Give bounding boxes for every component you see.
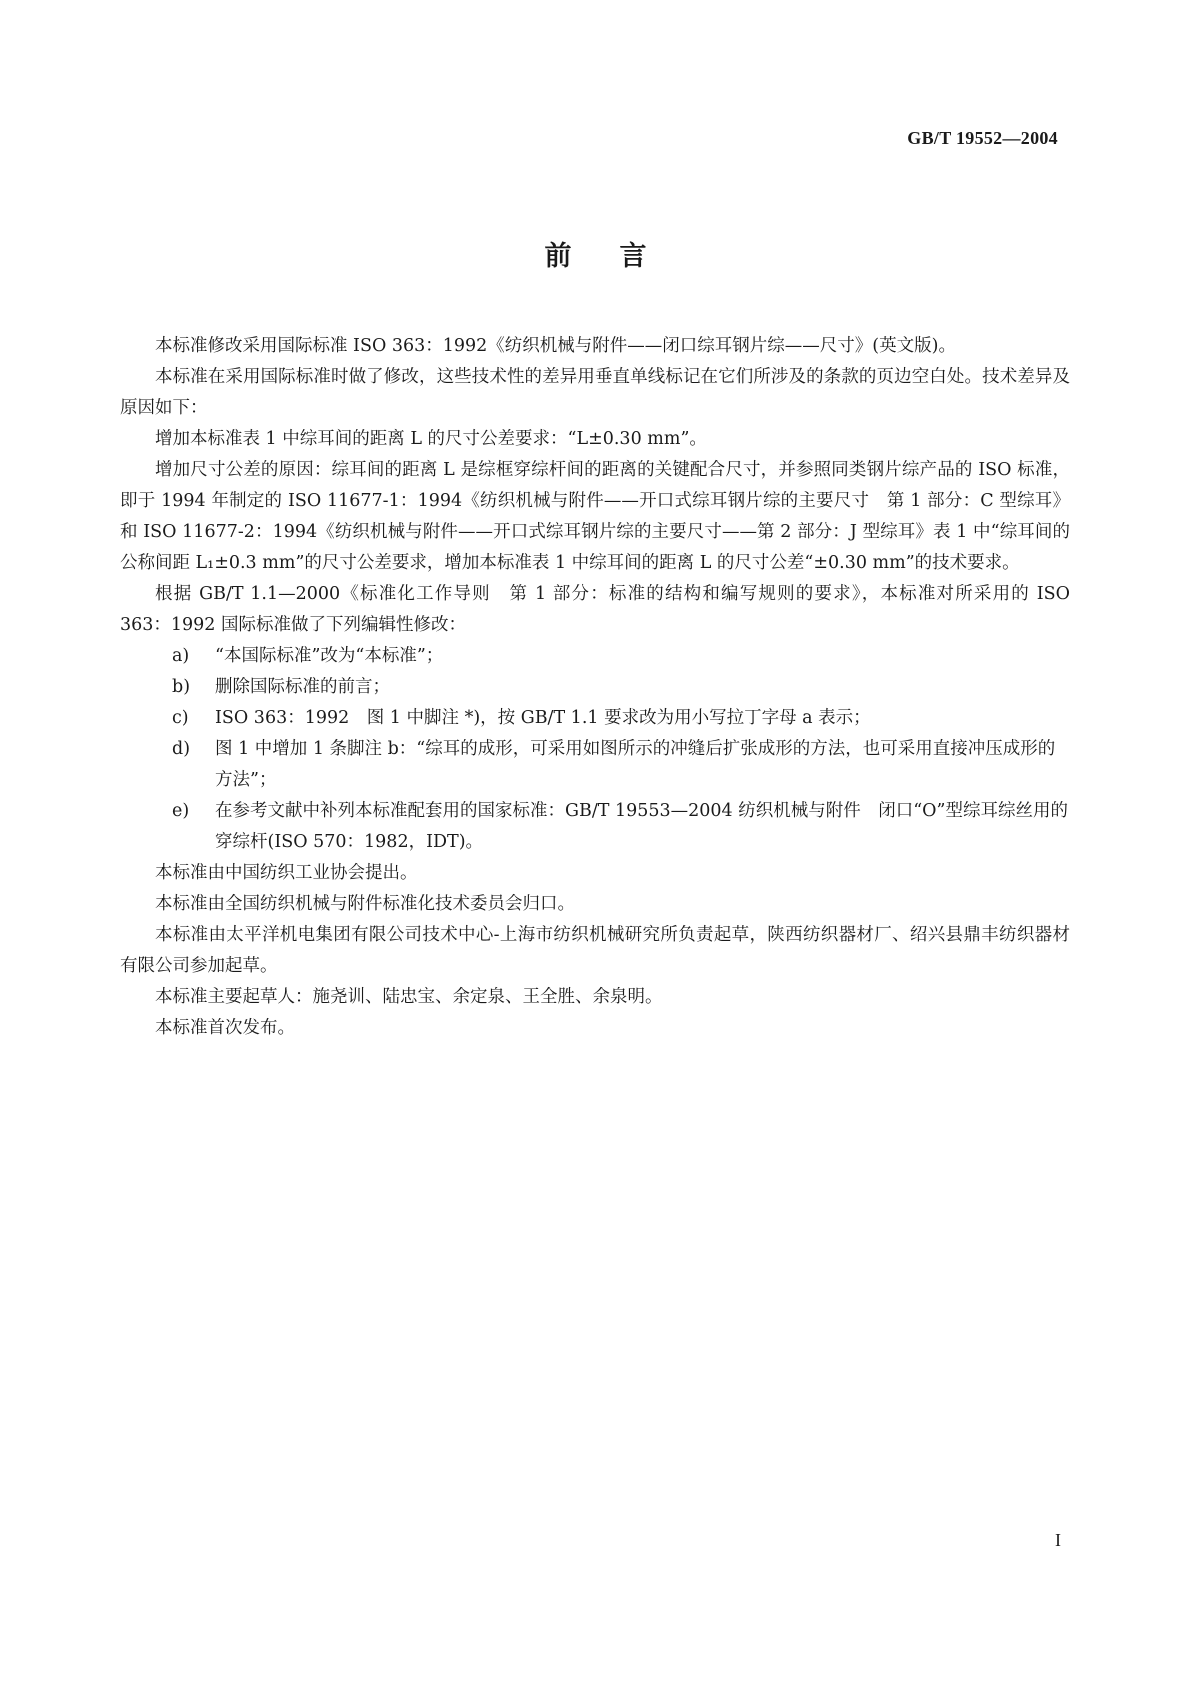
list-item-text: 在参考文献中补列本标准配套用的国家标准：GB/T 19553—2004 纺织机械与附件 闭口“O”型综耳综丝用的穿综杆(ISO 570：1982，IDT)。 <box>215 801 1068 852</box>
paragraph: 本标准由中国纺织工业协会提出。 <box>155 863 418 883</box>
list-item <box>120 734 1070 796</box>
list-item-label: d) <box>172 739 191 759</box>
list-item-text: 图 1 中增加 1 条脚注 b：“综耳的成形，可采用如图所示的冲缝后扩张成形的方法，也可采用直接冲压成形的方法”； <box>215 739 1056 790</box>
paragraph: 增加尺寸公差的原因：综耳间的距离 L 是综框穿综杆间的距离的关键配合尺寸，并参照同类钢片综产品的 ISO 标准，即于 1994 年制定的 ISO 11677-1：1994《纺织机械与附件——开口式综耳钢片综的主要尺寸 第 1 部分：C 型综耳》和 ISO 11677-2：1994《纺织机械与附件——开口式综耳钢片综的主要尺寸——第 2 部分：J 型综耳》表 1 中“综耳间的公称间距 L₁±0.3 mm”的尺寸公差要求，增加本标准表 1 中综耳间的距离 L 的尺寸公差“±0.30 mm”的技术要求。 <box>120 460 1070 573</box>
paragraph: 本标准首次发布。 <box>155 1018 295 1038</box>
paragraph: 根据 GB/T 1.1—2000《标准化工作导则 第 1 部分：标准的结构和编写规则的要求》，本标准对所采用的 ISO 363：1992 国际标准做了下列编辑性修改： <box>120 584 1070 635</box>
page-title: 前言 <box>544 241 695 272</box>
standard-number: GB/T 19552—2004 <box>907 128 1058 148</box>
paragraph: 本标准由太平洋机电集团有限公司技术中心-上海市纺织机械研究所负责起草，陕西纺织器材厂、绍兴县鼎丰纺织器材有限公司参加起草。 <box>120 925 1070 976</box>
list-item <box>120 796 1070 858</box>
paragraph: 本标准在采用国际标准时做了修改，这些技术性的差异用垂直单线标记在它们所涉及的条款的页边空白处。技术差异及原因如下： <box>120 367 1070 418</box>
list-item <box>120 641 1070 672</box>
list-item-text: ISO 363：1992 图 1 中脚注 *)，按 GB/T 1.1 要求改为用小写拉丁字母 a 表示； <box>215 708 871 728</box>
paragraph: 增加本标准表 1 中综耳间的距离 L 的尺寸公差要求：“L±0.30 mm”。 <box>155 429 707 449</box>
page-number: I <box>1055 1530 1061 1550</box>
list-item-text: “本国际标准”改为“本标准”； <box>215 646 444 666</box>
paragraph: 本标准由全国纺织机械与附件标准化技术委员会归口。 <box>155 894 575 914</box>
list-item <box>120 672 1070 703</box>
list-item-label: c) <box>172 708 189 728</box>
paragraph: 本标准修改采用国际标准 ISO 363：1992《纺织机械与附件——闭口综耳钢片综——尺寸》(英文版)。 <box>155 336 956 356</box>
foreword-body <box>120 331 1070 1044</box>
list-item <box>120 703 1070 734</box>
list-item-label: e) <box>172 801 190 821</box>
list-item-label: a) <box>172 646 190 666</box>
list-item-label: b) <box>172 677 191 697</box>
paragraph: 本标准主要起草人：施尧训、陆忠宝、余定泉、王全胜、余泉明。 <box>155 987 663 1007</box>
list-item-text: 删除国际标准的前言； <box>215 677 390 697</box>
